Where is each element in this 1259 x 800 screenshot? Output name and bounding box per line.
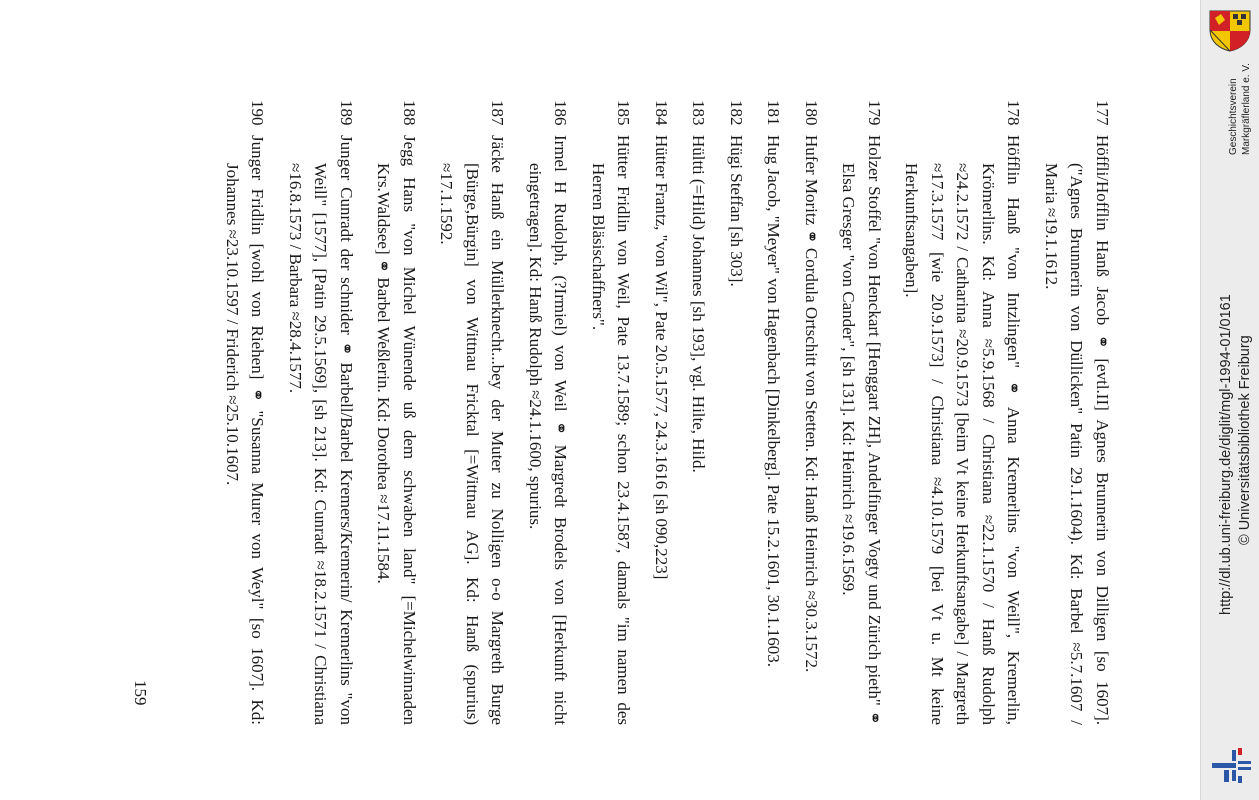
entry-181: [761, 100, 787, 725]
entry-number: 189: [337, 100, 356, 126]
entry-text: Hügi Steffan [sh 303].: [727, 135, 746, 287]
entry-190: [220, 100, 271, 725]
entry-number: 180: [802, 100, 821, 126]
entry-list: [208, 100, 1116, 725]
page-number: 159: [131, 680, 150, 706]
entry-text: Hültti (=Hild) Johannes [sh 193], vgl. Hilte, Hild.: [689, 135, 709, 473]
entry-number: 178: [1004, 100, 1024, 126]
entry-186: [523, 100, 574, 725]
source-url-link[interactable]: http://dl.ub.uni-freiburg.de/diglit/mgl-1994-01/0161: [1218, 294, 1234, 615]
entry-text: Höfflin Hanß "von Intzlingen" ⚭ Anna Kremerlins "von Weill", Kremerlin, Krömerlins. Kd: Anna ≈5.9.1568 / Christiana ≈22.1.1570 / Hanß Rudolph ≈24.2.1572 / Catharina ≈20.9.1573 [beim Vt keine Herkunftsangabe] / Margreth ≈17.3.1577 [wie 20.9.1573] / Christiana ≈4.10.1579 [bei Vt u. Mt keine Herkunftsangaben].: [902, 135, 1024, 725]
entry-text: Jegg Hans "von Michel Wünende uß dem schwaben land" [=Michelwinnaden Krs.Waldsee] ⚭ Barbel Weßlerin. Kd: Dorothea ≈17.11.1584.: [374, 135, 419, 725]
entry-number: 181: [764, 100, 784, 126]
entry-number: 188: [400, 100, 419, 126]
entry-188: [371, 100, 422, 725]
entry-189: [283, 100, 360, 725]
entry-184: [649, 100, 675, 725]
entry-number: 187: [488, 100, 508, 126]
entry-text: Hütter Frantz, "von Wil", Pate 20.5.1577, 24.3.1616 [sh 090,223]: [652, 135, 671, 580]
entry-185: [586, 100, 637, 725]
entry-text: Junger Fridlin [wohl von Riehen] ⚭ "Susanna Murer von Weyl" [so 1607]. Kd: Johannes ≈23.10.1597 / Friderich ≈25.10.1607.: [223, 135, 268, 725]
copyright-text: © Universitätsbibliothek Freiburg: [1237, 335, 1253, 545]
entry-number: 184: [652, 100, 671, 126]
entry-number: 182: [727, 100, 746, 126]
library-logo-icon: [1212, 748, 1252, 784]
entry-text: Junger Cunradt der schnider ⚭ Barbell/Barbel Kremers/Kremerin/ Kremerlins "von Weill" [1577], [Patin 29.5.1569], [sh 213]. Kd: Cunradt ≈18.2.1571 / Christiana ≈16.8.1573 / Barbara ≈28.4.1577.: [286, 135, 356, 725]
entry-text: Hütter Fridlin von Weil, Pate 13.7.1589; schon 23.4.1587, damals "im namen des Herren Bläsischaffners".: [589, 135, 634, 725]
entry-number: 190: [248, 100, 268, 126]
entry-177: [1039, 100, 1116, 725]
entry-183: [686, 100, 712, 725]
entry-187: [434, 100, 511, 725]
entry-number: 186: [551, 100, 571, 126]
entry-text: Holzer Stoffel "von Henckart [Henggart ZH], Andelfinger Vogty und Zürich pieth" ⚭ Elsa Gresger "von Cander", [sh 131]. Kd: Heinrich ≈19.6.1569.: [839, 135, 884, 725]
entry-180: [799, 100, 825, 725]
entry-text: Höffli/Hofflin Hanß Jacob ⚭ [evtl.II] Agnes Brunnerin von Dilligen [so 1607]. ("Agnes Brunnerin von Düllicken" Patin 29.1.1604). Kd: Barbel ≈5.7.1607 / Maria ≈19.1.1612.: [1042, 135, 1112, 725]
entry-text: Jäcke Hanß ein Müllerknecht...bey der Muter zu Nolligen o-o Margreth Burge [Bürge,Bürgin] von Wittnau Fricktal [=Wittnau AG]. Kd: Hanß (spurius) ≈17.1.1592.: [437, 135, 508, 725]
entry-number: 179: [865, 100, 884, 126]
entry-text: Irmel H Rudolph, (?Irmiel) von Weil ⚭ Margredt Brodels von [Herkunft nicht eingetragen]. Kd: Hanß Rudolph ≈24.1.1600, spurius.: [526, 135, 571, 725]
society-name-line1: Geschichtsverein: [1228, 78, 1239, 155]
entry-number: 177: [1093, 100, 1112, 126]
entry-text: Hug Jacob, "Meyer" von Hagenbach [Dinkelberg]. Pate 15.2.1601, 30.1.1603.: [764, 135, 784, 667]
entry-number: 185: [614, 100, 634, 126]
coat-of-arms-icon: [1207, 8, 1253, 52]
society-name-line2: Markgräflerland e. V.: [1241, 63, 1252, 155]
entry-179: [836, 100, 887, 725]
entry-182: [724, 100, 750, 725]
entry-number: 183: [689, 100, 709, 126]
entry-178: [899, 100, 1027, 725]
entry-text: Hufer Moritz ⚭ Cordula Ortschitt von Stetten. Kd: Hanß Heinrich ≈30.3.1572.: [802, 135, 821, 673]
